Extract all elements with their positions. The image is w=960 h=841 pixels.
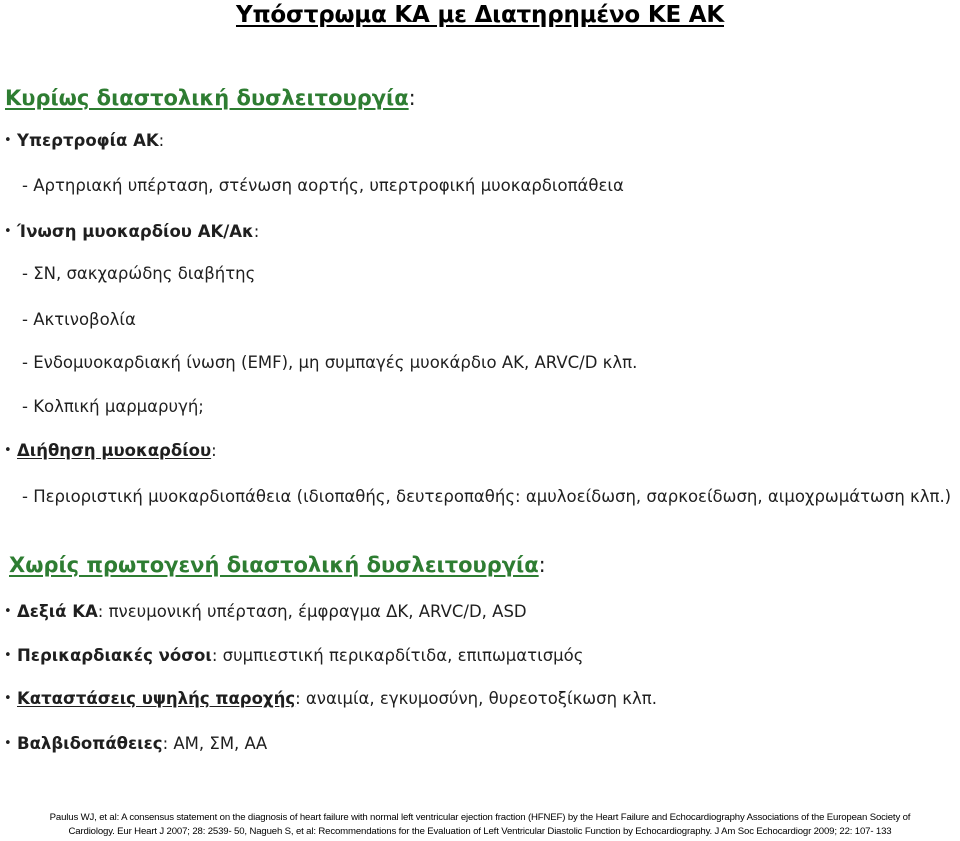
- bullet-bold-label: Καταστάσεις υψηλής παροχής: [17, 689, 296, 708]
- bullet-hypertrophy: [4, 131, 164, 150]
- sub-item-infiltration: - Περιοριστική μυοκαρδιοπάθεια (ιδιοπαθής, δευτεροπαθής: αμυλοείδωση, σαρκοείδωση, αιμοχρωμάτωση κλπ.): [22, 487, 952, 506]
- section-heading-colon: :: [538, 553, 546, 577]
- section-heading-non-diastolic: [9, 553, 546, 577]
- bullet-rest: :: [211, 441, 217, 460]
- sub-item-fibrosis-3: - Ενδομυοκαρδιακή ίνωση (EMF), μη συμπαγές μυοκάρδιο ΑΚ, ARVC/D κλπ.: [22, 353, 638, 372]
- bullet-icon: •: [4, 133, 12, 148]
- bullet-high-output: [4, 689, 657, 708]
- bullet-icon: •: [4, 736, 12, 751]
- bullet-rest: : αναιμία, εγκυμοσύνη, θυρεοτοξίκωση κλπ.: [295, 689, 657, 708]
- bullet-icon: •: [4, 604, 12, 619]
- bullet-bold-label: Δεξιά ΚΑ: [17, 602, 98, 621]
- section-heading-text: Χωρίς πρωτογενή διαστολική δυσλειτουργία: [9, 553, 539, 577]
- bullet-rest: :: [253, 222, 260, 241]
- bullet-icon: •: [4, 691, 12, 706]
- bullet-bold-label: Υπερτροφία ΑΚ: [17, 131, 159, 150]
- bullet-rest: : πνευμονική υπέρταση, έμφραγμα ΔΚ, ARVC/D, ASD: [97, 602, 527, 621]
- bullet-right-hf: [4, 602, 527, 621]
- section-heading-text: Κυρίως διαστολική δυσλειτουργία: [5, 86, 409, 110]
- bullet-infiltration: [4, 441, 217, 460]
- bullet-rest: :: [158, 131, 165, 150]
- bullet-bold-label: Διήθηση μυοκαρδίου: [17, 441, 212, 460]
- bullet-icon: •: [4, 224, 12, 239]
- bullet-valvular: [4, 734, 267, 753]
- bullet-rest: : συμπιεστική περικαρδίτιδα, επιπωματισμός: [211, 646, 584, 665]
- section-heading-colon: :: [408, 86, 416, 110]
- bullet-icon: •: [4, 443, 12, 458]
- bullet-bold-label: Βαλβιδοπάθειες: [17, 734, 163, 753]
- page-title: Υπόστρωμα ΚΑ με Διατηρημένο ΚΕ ΑΚ: [235, 2, 724, 28]
- reference-citation: [0, 811, 960, 839]
- bullet-icon: •: [4, 648, 12, 663]
- section-heading-diastolic: [5, 86, 416, 110]
- bullet-rest: : ΑΜ, ΣΜ, ΑΑ: [162, 734, 268, 753]
- bullet-bold-label: Ίνωση μυοκαρδίου ΑΚ/Ακ: [17, 222, 254, 241]
- sub-item-fibrosis-4: - Κολπική μαρμαρυγή;: [22, 397, 204, 416]
- sub-item-hypertrophy: - Αρτηριακή υπέρταση, στένωση αορτής, υπερτροφική μυοκαρδιοπάθεια: [22, 176, 624, 195]
- reference-line-2: Cardiology. Eur Heart J 2007; 28: 2539- 50, Nagueh S, et al: Recommendations for the Evaluation of Left Ventricular Diastolic Function by Echocardiography. J Am Soc Echocardiogr 2009; 22: 107- 133: [68, 826, 892, 837]
- sub-item-fibrosis-2: - Ακτινοβολία: [22, 310, 136, 329]
- bullet-bold-label: Περικαρδιακές νόσοι: [17, 646, 212, 665]
- sub-item-fibrosis-1: - ΣΝ, σακχαρώδης διαβήτης: [22, 264, 256, 283]
- bullet-fibrosis: [4, 222, 259, 241]
- bullet-pericardial: [4, 646, 583, 665]
- reference-line-1: Paulus WJ, et al: A consensus statement on the diagnosis of heart failure with normal left ventricular ejection fraction (HFNEF) by the Heart Failure and Echocardiography Associations of the European Society of: [49, 812, 911, 823]
